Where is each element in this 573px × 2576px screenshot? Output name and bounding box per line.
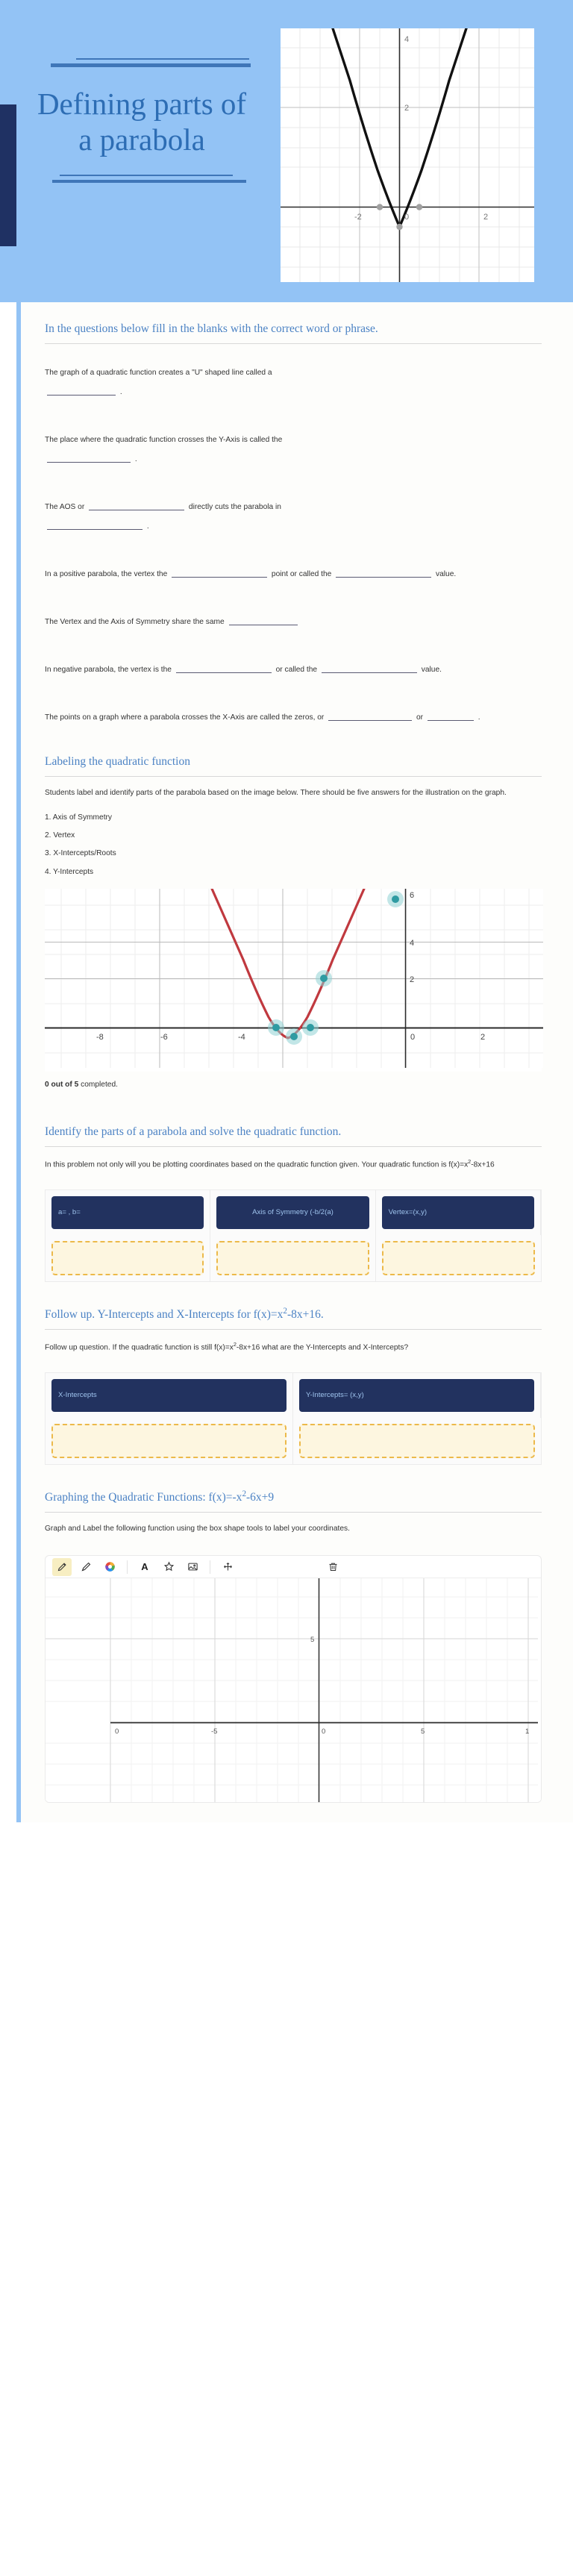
svg-text:-5: -5: [211, 1728, 218, 1736]
followup-answer-cell-1: [46, 1418, 293, 1464]
answer-dropzone[interactable]: [216, 1241, 369, 1275]
question-5-text-a: The Vertex and the Axis of Symmetry share the same: [45, 618, 225, 627]
question-6-text-a: In negative parabola, the vertex is the: [45, 666, 172, 675]
svg-text:0: 0: [322, 1728, 326, 1736]
question-2-text-b: .: [134, 454, 137, 463]
question-3: [45, 489, 542, 556]
prompt-chip-axis-of-symmetry[interactable]: Axis of Symmetry (-b/2(a): [216, 1196, 369, 1229]
identify-body-exponent: 2: [468, 1157, 472, 1165]
followup-answer-cell-2: [293, 1418, 541, 1464]
list-item: 3. X-Intercepts/Roots: [45, 849, 116, 858]
question-2: [45, 422, 542, 489]
question-7-text-b: or: [416, 713, 424, 722]
section-followup: [45, 1287, 542, 1465]
hero-rule-top-thin: [76, 58, 249, 60]
section-fill-title: In the questions below fill in the blanks with the correct word or phrase.: [45, 322, 378, 335]
drawing-canvas-card: [45, 1555, 542, 1803]
followup-title-a: Follow up. Y-Intercepts and X-Intercepts for f(x)=x: [45, 1308, 284, 1322]
blank-input-4b[interactable]: [336, 568, 431, 578]
labeling-graph-svg[interactable]: [45, 889, 543, 1068]
question-7-text-a: The points on a graph where a parabola crosses the X-Axis are called the zeros, or: [45, 713, 325, 722]
svg-text:2: 2: [480, 1032, 486, 1042]
question-4: [45, 556, 542, 604]
blank-graph-svg[interactable]: [46, 1578, 538, 1802]
list-item: 4. Y-Intercepts: [45, 867, 94, 876]
move-icon[interactable]: [218, 1558, 237, 1576]
hero-graph-svg: [281, 28, 534, 282]
svg-text:0: 0: [115, 1728, 119, 1736]
list-item: 1. Axis of Symmetry: [45, 813, 113, 822]
svg-text:2: 2: [483, 213, 489, 222]
question-6: [45, 651, 542, 699]
section-divider: [45, 343, 542, 344]
question-1: [45, 354, 542, 422]
svg-text:2: 2: [410, 975, 415, 984]
blank-input-2a[interactable]: [47, 453, 131, 463]
blank-input-4a[interactable]: [172, 568, 267, 578]
hero-rule-top-thick: [51, 63, 251, 67]
answer-dropzone[interactable]: [382, 1241, 535, 1275]
svg-text:5: 5: [421, 1728, 425, 1736]
followup-body-b: -8x+16 what are the Y-Intercepts and X-Intercepts?: [236, 1343, 409, 1352]
section-divider: [45, 1329, 542, 1330]
pencil-icon[interactable]: [52, 1558, 72, 1576]
svg-text:2: 2: [404, 104, 410, 113]
graphing-title-exponent: 2: [242, 1489, 247, 1499]
prompt-chip-vertex[interactable]: Vertex=(x,y): [382, 1196, 534, 1229]
svg-text:4: 4: [404, 35, 410, 44]
graphing-body: Graph and Label the following function using the box shape tools to label your coordinates.: [45, 1525, 350, 1534]
hero-rule-bottom-thick: [52, 180, 246, 183]
blank-input-7a[interactable]: [328, 711, 412, 721]
blank-input-7b[interactable]: [428, 711, 474, 721]
blank-input-5a[interactable]: [229, 616, 298, 625]
blank-input-1a[interactable]: [47, 386, 116, 396]
section-fill-blanks: [45, 302, 542, 735]
hero-title-block: [30, 58, 254, 183]
prompt-chip-y-intercepts[interactable]: Y-Intercepts= (x,y): [299, 1379, 534, 1412]
color-wheel-icon[interactable]: [100, 1558, 119, 1576]
identify-answer-cell-1: [46, 1235, 210, 1281]
followup-prompt-cell-2: [293, 1373, 541, 1418]
brush-icon[interactable]: [76, 1558, 96, 1576]
sheet-left-edge: [16, 302, 21, 1822]
section-identify: [45, 1105, 542, 1282]
question-4-text-a: In a positive parabola, the vertex the: [45, 570, 168, 579]
section-graphing-title: [45, 1489, 542, 1512]
image-icon[interactable]: [183, 1558, 202, 1576]
question-1-text-b: .: [119, 387, 122, 396]
blank-input-6b[interactable]: [322, 663, 417, 673]
graphing-title-a: Graphing the Quadratic Functions: f(x)=-x: [45, 1491, 242, 1504]
question-6-text-b: or called the: [275, 666, 318, 675]
svg-text:-4: -4: [238, 1032, 245, 1042]
answer-dropzone[interactable]: [51, 1424, 286, 1458]
answer-dropzone[interactable]: [299, 1424, 535, 1458]
identify-body-b: -8x+16: [471, 1160, 495, 1169]
question-1-text-a: The graph of a quadratic function creates a "U" shaped line called a: [45, 368, 272, 377]
worksheet-sheet: [16, 302, 573, 1822]
followup-title-exponent: 2: [283, 1306, 287, 1316]
svg-text:-8: -8: [96, 1032, 104, 1042]
labeling-intro: Students label and identify parts of the parabola based on the image below. There should be five answers for the illustration on the graph.: [45, 789, 507, 797]
identify-prompt-cell-2: [210, 1190, 375, 1235]
section-divider: [45, 776, 542, 777]
identify-answer-grid: [45, 1189, 542, 1282]
section-labeling-title: Labeling the quadratic function: [45, 755, 190, 769]
svg-text:4: 4: [410, 938, 415, 948]
hero-header: [0, 0, 573, 302]
followup-title-b: -8x+16.: [286, 1308, 324, 1322]
followup-body: [45, 1340, 542, 1363]
completion-suffix: completed.: [78, 1080, 118, 1089]
followup-answer-grid: [45, 1372, 542, 1465]
section-graphing: [45, 1469, 542, 1822]
completion-status: [45, 1072, 542, 1105]
section-divider: [45, 1146, 542, 1147]
completion-count: 0 out of 5: [45, 1080, 79, 1089]
toolbar-divider: [127, 1560, 128, 1574]
identify-answer-cell-2: [210, 1235, 375, 1281]
identify-prompt-cell-1: [46, 1190, 210, 1235]
page-title: Defining parts of a parabola: [37, 87, 247, 157]
question-3-text-c: .: [146, 522, 149, 531]
identify-body-a: In this problem not only will you be plotting coordinates based on the quadratic function given. Your quadratic function is f(x)=x: [45, 1160, 469, 1169]
hero-accent-bar: [0, 104, 16, 246]
text-icon[interactable]: A: [141, 1561, 148, 1573]
question-7-text-c: .: [478, 713, 480, 722]
svg-text:6: 6: [410, 890, 415, 900]
labeling-graph[interactable]: [45, 889, 542, 1072]
list-item: 2. Vertex: [45, 831, 75, 840]
star-icon[interactable]: [159, 1558, 178, 1576]
section-labeling: [45, 735, 542, 1105]
svg-text:0: 0: [410, 1032, 416, 1042]
identify-body: [45, 1157, 542, 1181]
identify-answer-cell-3: [376, 1235, 541, 1281]
question-3-text-a: The AOS or: [45, 502, 85, 511]
hero-rule-bottom-thin: [60, 175, 233, 176]
graphing-canvas[interactable]: [46, 1578, 541, 1802]
section-divider: [45, 1512, 542, 1513]
svg-text:-6: -6: [160, 1032, 168, 1042]
svg-text:1: 1: [525, 1728, 530, 1736]
trash-icon[interactable]: [324, 1558, 343, 1576]
section-followup-title: [45, 1306, 542, 1329]
followup-prompt-cell-1: [46, 1373, 293, 1418]
answer-dropzone[interactable]: [51, 1241, 204, 1275]
question-3-text-b: directly cuts the parabola in: [188, 502, 281, 511]
question-7: [45, 699, 542, 735]
section-identify-title: Identify the parts of a parabola and solve the quadratic function.: [45, 1125, 342, 1138]
prompt-chip-a-b[interactable]: a= , b=: [51, 1196, 204, 1229]
question-2-text-a: The place where the quadratic function crosses the Y-Axis is called the: [45, 435, 283, 444]
graphing-title-b: -6x+9: [246, 1491, 275, 1504]
blank-input-3b[interactable]: [47, 520, 143, 530]
prompt-chip-x-intercepts[interactable]: X-Intercepts: [51, 1379, 286, 1412]
svg-text:-2: -2: [354, 213, 362, 222]
question-6-text-c: value.: [421, 666, 442, 675]
drawing-toolbar: [46, 1556, 541, 1578]
question-4-text-c: value.: [436, 570, 457, 579]
blank-input-6a[interactable]: [176, 663, 272, 673]
followup-body-exponent: 2: [233, 1340, 237, 1348]
blank-input-3a[interactable]: [89, 501, 184, 510]
question-5: [45, 604, 542, 651]
hero-parabola-graph: [281, 28, 534, 282]
identify-prompt-cell-3: [376, 1190, 541, 1235]
svg-text:5: 5: [310, 1636, 315, 1645]
svg-text:0: 0: [404, 213, 410, 222]
followup-body-a: Follow up question. If the quadratic function is still f(x)=x: [45, 1343, 234, 1352]
question-4-text-b: point or called the: [271, 570, 332, 579]
